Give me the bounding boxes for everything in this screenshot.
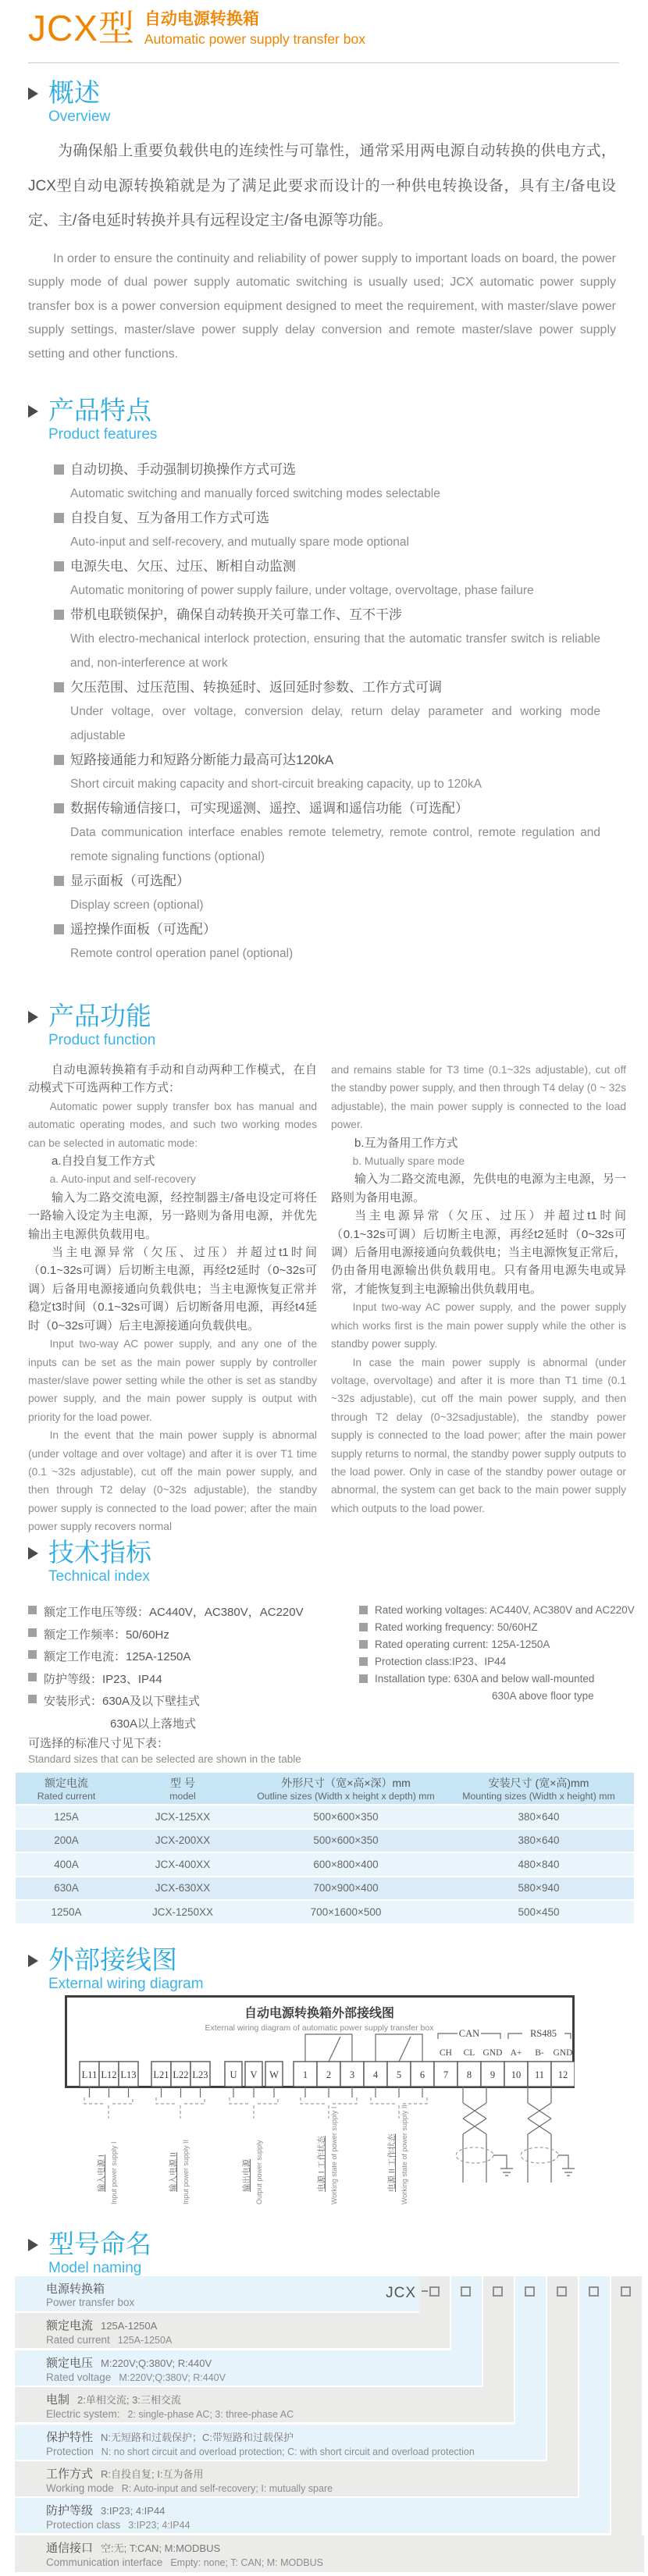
tech-item: Protection class:IP23、IP44 [359, 1653, 635, 1670]
model-naming-table [15, 2276, 644, 2572]
square-bullet-icon [54, 755, 64, 765]
col-header: 外形尺寸（宽×高×深）mm Outline sizes (Width x height x depth) mm [248, 1773, 443, 1805]
group-label-cn: 输出电源 [242, 2159, 251, 2192]
terminal-label: 12 [557, 2069, 568, 2080]
feature-cn: 电源失电、欠压、过压、断相自动监测 [70, 559, 296, 574]
paragraph: b.互为备用工作方式 [354, 1136, 458, 1150]
rs485-label: RS485 [529, 2028, 557, 2039]
terminal-label: 1 [302, 2069, 308, 2080]
feature-cn: 短路接通能力和短路分断能力最高可达120kA [70, 753, 334, 767]
model-digit-box [461, 2286, 471, 2297]
sizes-intro-cn: 可选择的标准尺寸见下表： [28, 1737, 169, 1750]
sizes-intro-en: Standard sizes that can be selected are shown in the table [28, 1753, 301, 1765]
terminal-label: 3 [349, 2069, 355, 2080]
section-title-en: External wiring diagram [48, 1976, 204, 1992]
twisted-pair-cable [463, 2087, 486, 2183]
table-row: 630A JCX-630XX 700×900×400 580×940 [16, 1877, 634, 1901]
group-label-en: Output power supply [255, 2140, 263, 2204]
square-bullet-icon [28, 1628, 37, 1637]
section-title-cn: 产品特点 [48, 396, 151, 425]
section-title-en: Product features [48, 426, 158, 443]
paragraph: b. Mutually spare mode [352, 1155, 465, 1168]
terminal-label: 10 [511, 2069, 522, 2080]
table-row: 1250A JCX-1250XX 700×1600×500 500×450 [16, 1900, 634, 1924]
section-tech [28, 1538, 648, 1735]
naming-row: 额定电压 M:220V;Q:380V; R:440V Rated voltage M:220V;Q:380V; R:440V [15, 2350, 482, 2386]
feature-item [54, 869, 600, 893]
feature-en: Remote control operation panel (optional) [70, 947, 294, 960]
paragraph: Input two-way AC power supply, and any one of the inputs can be set as the main power supply by controller master/slave power setting while the other is set as standby power supply, and the main power supply is output with priority for the load power. [28, 1338, 317, 1423]
naming-row: 保护特性 N:无短路和过载保护；C:带短路和过载保护 Protection N: no short circuit and overload protection; C: with short circuit and overload protection [15, 2425, 546, 2460]
square-bullet-icon [28, 1673, 37, 1681]
tech-item: 额定工作频率：50/60Hz [28, 1624, 648, 1647]
naming-row: 工作方式 R:自投自复; I:互为备用 Working mode R: Auto-input and self-recovery; I: mutually spare [15, 2461, 578, 2496]
function-columns [28, 1061, 626, 1536]
feature-item [54, 603, 600, 627]
section-title-cn: 概述 [48, 78, 100, 107]
model-digit-box [621, 2286, 631, 2297]
group-bracket [156, 2097, 205, 2119]
feature-cn: 数据传输通信接口，可实现遥测、遥控、遥调和遥信功能（可选配） [70, 801, 468, 816]
square-bullet-icon [54, 924, 64, 934]
square-bullet-icon [54, 803, 64, 813]
tech-item: 额定工作电流：125A-1250A [28, 1646, 648, 1669]
group-label-en: Input power supply I [110, 2141, 118, 2204]
function-left-column [28, 1061, 317, 1536]
section-title-en: Technical index [48, 1568, 150, 1585]
section-title-cn: 产品功能 [48, 1002, 151, 1030]
feature-en: Display screen (optional) [70, 898, 204, 912]
table-row: 125A JCX-125XX 500×600×350 380×640 [16, 1805, 634, 1829]
tech-item-cont: 630A above floor type [492, 1690, 594, 1702]
naming-row: 防护等级 3:IP23; 4:IP44 Protection class 3:IP23; 4:IP44 [15, 2498, 610, 2533]
group-label-cn: 电源 I 工作状态 [317, 2136, 326, 2192]
square-bullet-icon [359, 1623, 368, 1631]
section-title-en: Model naming [48, 2260, 142, 2276]
tech-right-column [359, 1602, 635, 1705]
wiring-diagram [65, 1995, 575, 2220]
square-bullet-icon [28, 1606, 37, 1614]
terminal-label: 8 [466, 2069, 472, 2080]
naming-row: 通信接口 空:无; T:CAN; M:MODBUS Communication interface Empty: none; T: CAN; M: MODBUS [15, 2535, 644, 2572]
terminal-label: 5 [396, 2069, 402, 2080]
section-title-cn: 型号命名 [48, 2229, 151, 2258]
terminal-label: L23 [192, 2069, 208, 2080]
section-arrow-icon [28, 1547, 38, 1560]
feature-item [54, 748, 600, 772]
terminal-label: L21 [153, 2069, 169, 2080]
terminal-label: 11 [534, 2069, 545, 2080]
feature-cn: 显示面板（可选配） [70, 873, 190, 888]
feature-item [54, 506, 600, 530]
naming-row: 电制 2:单相交流; 3:三相交流 Electric system: 2: single-phase AC; 3: three-phase AC [15, 2387, 514, 2422]
paragraph: Input two-way AC power supply, and the power supply which works first is the main power supply while the other is standby power supply. [331, 1301, 626, 1350]
square-bullet-icon [28, 1650, 37, 1659]
feature-list [28, 457, 600, 966]
feature-item [54, 675, 600, 699]
feature-item [54, 457, 600, 482]
feature-item [54, 554, 600, 578]
paragraph: 输入为二路交流电源，先供电的电源为主电源，另一路则为备用电源。 [331, 1172, 626, 1204]
group-label-cn: 电源 II 工作状态 [387, 2133, 397, 2192]
terminal-label: U [230, 2069, 237, 2080]
tech-item: 额定工作电压等级：AC440V，AC380V，AC220V [28, 1602, 648, 1624]
feature-en: Data communication interface enables remote telemetry, remote control, remote regulation and remote signaling functions (optional) [70, 826, 600, 863]
col-header: 额定电流 Rated current [16, 1773, 117, 1805]
paragraph: Automatic power supply transfer box has manual and automatic operating modes, and such two working modes can be selected in automatic mode: [28, 1100, 317, 1149]
col-header: 型 号 model [117, 1773, 248, 1805]
paragraph: 自动电源转换箱有手动和自动两种工作模式，在自动模式下可选两种工作方式： [28, 1063, 317, 1095]
terminal-label: V [250, 2069, 258, 2080]
naming-row: 额定电流 125A-1250A Rated current 125A-1250A [15, 2313, 450, 2348]
group-label-cn: 输入电源 I [97, 2154, 106, 2192]
feature-item [54, 796, 600, 820]
pin-label: CL [463, 2048, 475, 2058]
terminal-label: L11 [81, 2069, 98, 2080]
terminal-leads [90, 2087, 423, 2097]
feature-en: Automatic switching and manually forced switching modes selectable [70, 487, 440, 500]
section-features [28, 396, 600, 966]
pin-label: GND [553, 2048, 573, 2058]
square-bullet-icon [359, 1606, 368, 1614]
square-bullet-icon [54, 682, 64, 692]
product-model-title: JCX型 [28, 8, 135, 48]
can-label: CAN [458, 2028, 480, 2039]
section-wiring [28, 1945, 204, 1994]
paragraph: In the event that the main power supply is abnormal (under voltage and over voltage) and after it is over T1 time (0.1 ~32s adjustable), cut off the main power supply, and then through T2 delay (0~32s adjustable), the standby power supply is connected to the load power; after the main power supply recovers normal [28, 1429, 317, 1533]
feature-cn: 带机电联锁保护，确保自动转换开关可靠工作、互不干涉 [70, 607, 402, 622]
square-bullet-icon [359, 1674, 368, 1683]
twisted-pair-cable [528, 2087, 551, 2183]
sizes-header-row [16, 1773, 634, 1805]
section-arrow-icon [28, 1011, 38, 1023]
group-bracket [84, 2097, 133, 2119]
square-bullet-icon [28, 1695, 37, 1703]
section-arrow-icon [28, 405, 38, 418]
tech-item: Installation type: 630A and below wall-mounted [359, 1670, 635, 1688]
naming-row: 电源转换箱 Power transfer box [15, 2276, 419, 2311]
square-bullet-icon [54, 464, 64, 475]
square-bullet-icon [54, 561, 64, 571]
group-label-en: Input power supply II [182, 2139, 190, 2204]
square-bullet-icon [54, 610, 64, 620]
overview-paragraph-en: In order to ensure the continuity and reliability of power supply to important loads on board, the power supply mode of dual power supply automatic switching is usually used; JCX automatic power supply transfer box is a power conversion equipment designed to meet the requirement, with master/slave power supply settings, master/slave power supply delay conversion and remote master/slave power supply setting and other functions. [28, 251, 616, 361]
section-title-en: Product function [48, 1032, 156, 1048]
product-title-en: Automatic power supply transfer box [144, 31, 365, 47]
square-bullet-icon [359, 1640, 368, 1649]
terminal-label: L13 [120, 2069, 137, 2080]
terminal-label: W [269, 2069, 279, 2080]
feature-en: With electro-mechanical interlock protection, ensuring that the automatic transfer switch is reliable and, non-interference at work [70, 632, 600, 670]
terminal-label: L12 [101, 2069, 117, 2080]
feature-cn: 遥控操作面板（可选配） [70, 922, 216, 937]
square-bullet-icon [359, 1657, 368, 1666]
section-arrow-icon [28, 87, 38, 100]
terminal-label: 4 [372, 2069, 379, 2080]
ground-icon [493, 2155, 513, 2176]
diagram-title-cn: 自动电源转换箱外部接线图 [244, 2007, 395, 2020]
feature-en: Short circuit making capacity and short-circuit breaking capacity, up to 120kA [70, 777, 482, 791]
paragraph: a. Auto-input and self-recovery [49, 1173, 196, 1186]
overview-paragraph-cn: 为确保船上重要负载供电的连续性与可靠性，通常采用两电源自动转换的供电方式，JCX型自动电源转换箱就是为了满足此要求而设计的一种供电转换设备，具有主/备电设定、主/备电延时转换并具有远程设定主/备电源等功能。 [28, 143, 616, 229]
ground-icon [558, 2155, 575, 2176]
model-prefix: JCX [386, 2285, 416, 2301]
tech-item: 安装形式：630A及以下壁挂式 [28, 1691, 648, 1713]
group-bracket [301, 2097, 357, 2119]
model-digit-box [557, 2286, 567, 2297]
section-arrow-icon [28, 1955, 38, 1967]
group-label-cn: 输入电源 II [169, 2152, 178, 2192]
tech-item: Rated operating current: 125A-1250A [359, 1636, 635, 1653]
section-function [28, 1002, 626, 1536]
code-column [611, 2276, 642, 2572]
group-bracket [371, 2097, 427, 2119]
product-title-cn: 自动电源转换箱 [144, 10, 259, 28]
terminal-label: 7 [443, 2069, 449, 2080]
model-digit-box [493, 2286, 503, 2297]
section-title-cn: 技术指标 [48, 1538, 151, 1567]
table-row: 200A JCX-200XX 500×600×350 380×640 [16, 1829, 634, 1853]
section-arrow-icon [28, 2239, 38, 2251]
feature-item [54, 917, 600, 941]
paragraph: In case the main power supply is abnormal (under voltage, overvoltage) and after it is more than T1 time (0.1 ~32s adjustable), cut off the main power supply, and then through T2 delay (0~32sadjustable), the standby power supply is connected to the load power; after the main power supply returns to normal, the standby power supply outputs to the load power. Only in case of the standby power outage or abnormal, the system can get back to the main power supply which outputs to the load power. [331, 1356, 626, 1514]
col-header: 安装尺寸 (宽×高)mm Mounting sizes (Width x height) mm [443, 1773, 634, 1805]
pin-label: GND [482, 2048, 503, 2058]
feature-en: Auto-input and self-recovery, and mutually spare mode optional [70, 535, 409, 549]
model-digit-box [429, 2286, 440, 2297]
tech-item: Rated working frequency: 50/60HZ [359, 1619, 635, 1636]
model-digit-box [589, 2286, 599, 2297]
section-naming [28, 2229, 151, 2278]
feature-cn: 自动切换、手动强制切换操作方式可选 [70, 462, 296, 477]
section-sizes [16, 1735, 634, 1925]
paragraph: and remains stable for T3 time (0.1~32s adjustable), cut off the standby power supply, and then through T4 delay (0 ~ 32s adjustable), the main power supply is connected to the load power. [331, 1064, 627, 1131]
paragraph: 当主电源异常（欠压、过压）并超过t1时间（0.1~32s可调）后切断主电源，再经t2延时（0~32s可调）后备用电源接通向负载供电；当主电源恢复正常并稳定t3时间（0.1~32s可调）后切断备用电源，再经t4延时（0~32s可调）后主电源接通向负载供电。 [28, 1246, 317, 1332]
group-label-en: Working state of power supply II [401, 2105, 408, 2204]
feature-cn: 欠压范围、过压范围、转换延时、返回延时参数、工作方式可调 [70, 680, 442, 695]
section-overview [28, 78, 616, 366]
tech-item-cont: 630A以上落地式 [110, 1717, 197, 1731]
terminal-label: 6 [419, 2069, 425, 2080]
model-digit-box [525, 2286, 535, 2297]
tech-item: 防护等级：IP23、IP44 [28, 1669, 648, 1692]
pin-label: CH [440, 2048, 452, 2058]
table-row: 400A JCX-400XX 600×800×400 480×840 [16, 1852, 634, 1877]
group-label-en: Working state of power supply I [330, 2106, 338, 2204]
paragraph: a.自投自复工作方式 [52, 1155, 155, 1169]
cable-shield [521, 2147, 558, 2163]
feature-en: Automatic monitoring of power supply failure, under voltage, overvoltage, phase failure [70, 584, 534, 597]
square-bullet-icon [54, 876, 64, 886]
paragraph: 输入为二路交流电源，经控制器主/备电设定可将任一路输入设定为主电源，另一路则为备用电源，并优先输出主电源供负载用电。 [28, 1190, 317, 1241]
terminal-label: 9 [490, 2069, 496, 2080]
square-bullet-icon [54, 513, 64, 523]
section-title-cn: 外部接线图 [48, 1945, 177, 1974]
doc-header [28, 5, 365, 52]
feature-en: Under voltage, over voltage, conversion delay, return delay parameter and working mode adjustable [70, 705, 600, 742]
group-bracket [230, 2097, 278, 2119]
tech-item: Rated working voltages: AC440V, AC380V and AC220V [359, 1602, 635, 1619]
terminal-label: 2 [326, 2069, 332, 2080]
feature-cn: 自投自复、互为备用工作方式可选 [70, 511, 269, 525]
sizes-table [16, 1773, 634, 1925]
pin-label: A+ [510, 2048, 522, 2058]
pin-label: B- [535, 2048, 544, 2058]
model-code-dash [422, 2290, 428, 2292]
section-title-en: Overview [48, 109, 111, 125]
code-column [579, 2276, 610, 2533]
paragraph: 当主电源异常（欠压、过压）并超过t1时间（0.1~32s可调）后切断主电源，再经t2延时（0~32s可调）后备用电源接通向负载供电；当主电源恢复正常后，仍由备用电源输出供负载用电。只有备用电源失电或异常，才能恢复到主电源输出供负载用电。 [331, 1209, 626, 1296]
header-divider [28, 62, 619, 63]
cable-shield [456, 2147, 493, 2163]
function-right-column [331, 1061, 626, 1536]
terminal-label: L22 [173, 2069, 189, 2080]
diagram-title-en: External wiring diagram of automatic power supply transfer box [205, 2023, 434, 2033]
